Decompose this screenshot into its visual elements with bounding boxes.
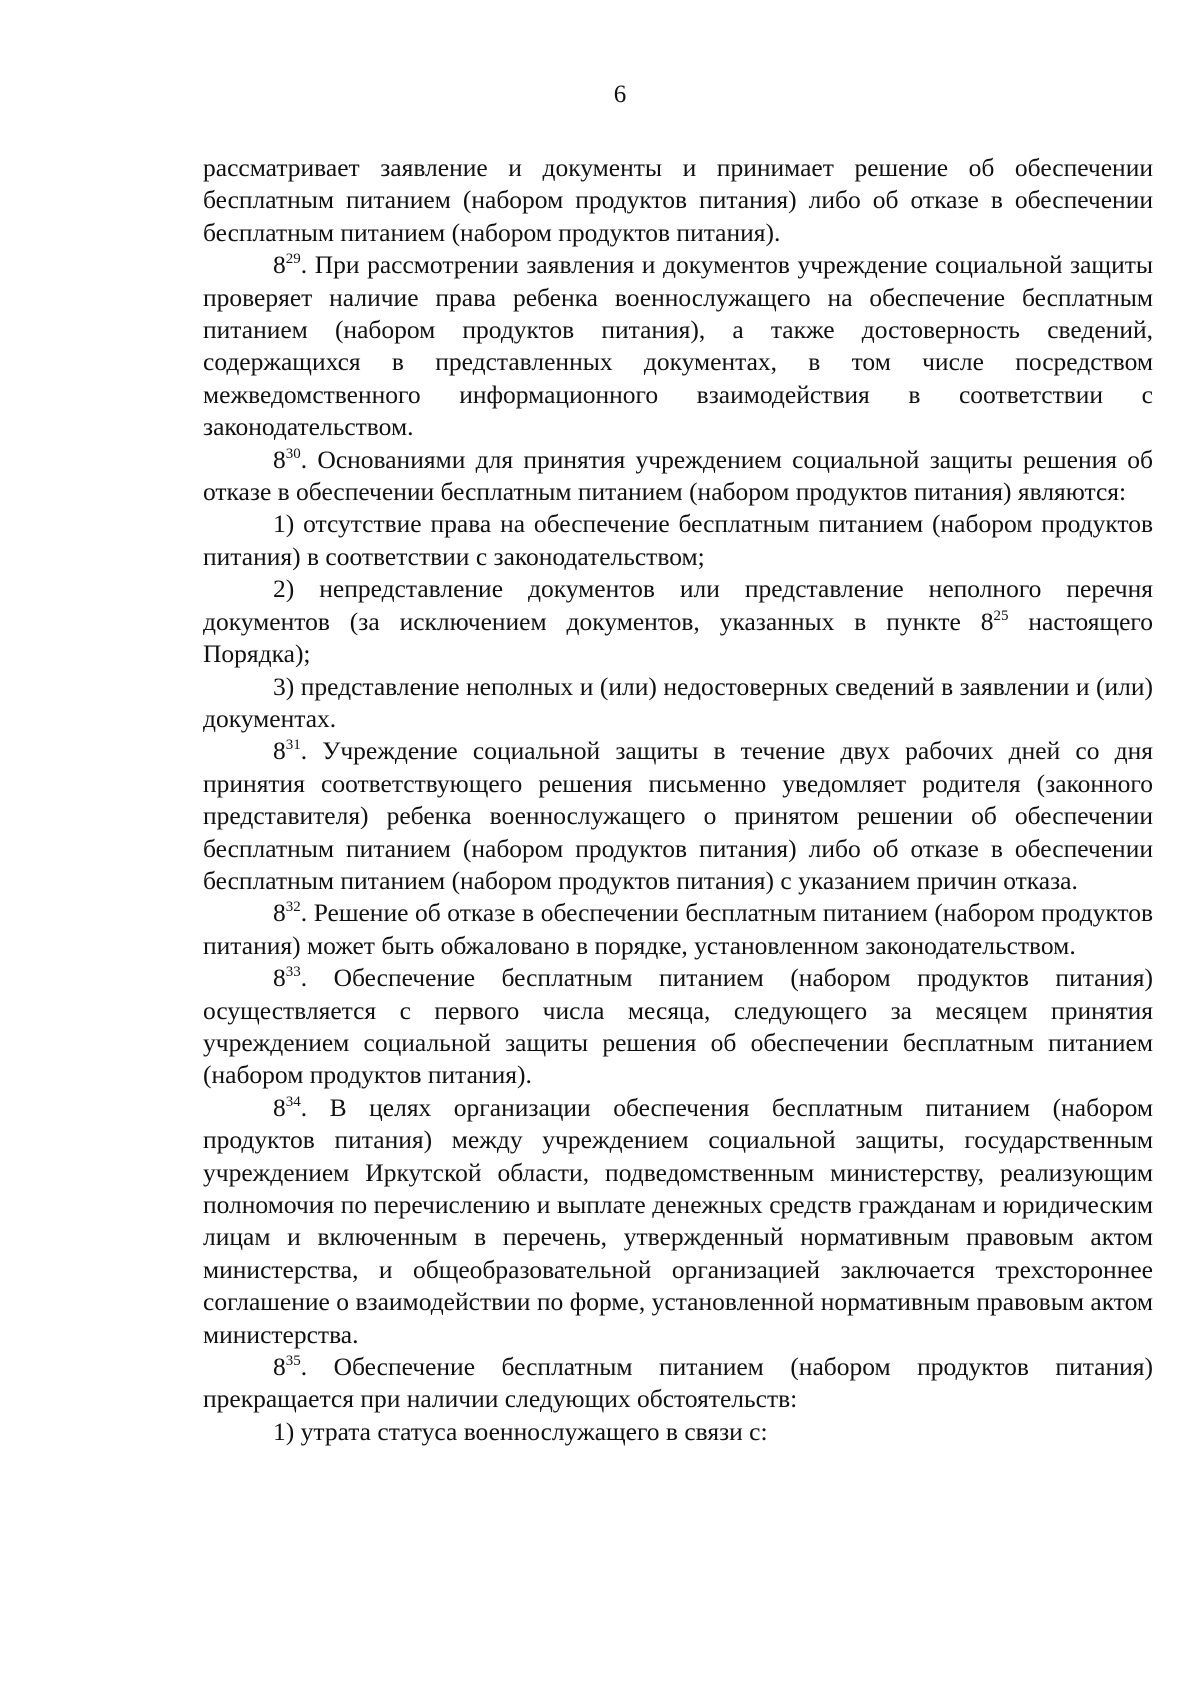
paragraph-text: 2) непредставление документов или представление неполного перечня документов (за исключением документов, указанных в пункте 8 bbox=[203, 574, 1153, 636]
clause-superscript: 29 bbox=[285, 251, 301, 268]
paragraph-text: рассматривает заявление и документы и принимает решение об обеспечении бесплатным питанием (набором продуктов питания) либо об отказе в обеспечении бесплатным питанием (набором продуктов питания). bbox=[203, 153, 1153, 247]
paragraph-text: . Обеспечение бесплатным питанием (набором продуктов питания) прекращается при наличии следующих обстоятельств: bbox=[203, 1352, 1153, 1414]
paragraph-text: . Обеспечение бесплатным питанием (набором продуктов питания) осуществляется с первого числа месяца, следующего за месяцем принятия учреждением социальной защиты решения об обеспечении бесплатным питанием (набором продуктов питания). bbox=[203, 963, 1153, 1090]
clause-superscript: 25 bbox=[993, 607, 1009, 624]
clause-superscript: 31 bbox=[285, 737, 301, 754]
paragraph-text: . При рассмотрении заявления и документов учреждение социальной защиты проверяет наличие права ребенка военнослужащего на обеспечение бесплатным питанием (набором продуктов питания), а также достоверность сведений, содержащихся в представленных документах, в том числе посредством межведомственного информационного взаимодействия в соответствии с законодательством. bbox=[203, 250, 1153, 442]
paragraph-item-8-33: $8^{33}$. Обеспечение бесплатным питанием (набором продуктов питания) осуществляется с первого числа месяца, следующего за месяцем принятия учреждением социальной защиты решения об обеспечении бесплатным питанием (набором продуктов питания). bbox=[203, 963, 1153, 1090]
paragraph-item-8-29: $8^{29}$. При рассмотрении заявления и документов учреждение социальной защиты проверяет наличие права ребенка военнослужащего на обеспечение бесплатным питанием (набором продуктов питания), а также достоверность сведений, содержащихся в представленных документах, в том числе посредством межведомственного информационного взаимодействия в соответствии с законодательством. bbox=[203, 250, 1153, 442]
paragraph-continuation bbox=[203, 152, 1153, 249]
list-item-3 bbox=[203, 671, 1153, 736]
paragraph-text: . В целях организации обеспечения бесплатным питанием (набором продуктов питания) между учреждением социальной защиты, государственным учреждением Иркутской области, подведомственным министерству, реализующим полномочия по перечислению и выплате денежных средств гражданам и юридическим лицам и включенным в перечень, утвержденный нормативным правовым актом министерства, и общеобразовательной организацией заключается трехстороннее соглашение о взаимодействии по форме, установленной нормативным правовым актом министерства. bbox=[203, 1092, 1153, 1349]
paragraph-item-8-35: $8^{35}$. Обеспечение бесплатным питанием (набором продуктов питания) прекращается при наличии следующих обстоятельств: bbox=[203, 1352, 1153, 1414]
list-item-2 bbox=[203, 573, 1153, 670]
paragraph-text: 1) отсутствие права на обеспечение бесплатным питанием (набором продуктов питания) в соответствии с законодательством; bbox=[203, 509, 1153, 571]
paragraph-item-8-30: $8^{30}$. Основаниями для принятия учреждением социальной защиты решения об отказе в обеспечении бесплатным питанием (набором продуктов питания) являются: bbox=[203, 444, 1153, 507]
paragraph-text: . Основаниями для принятия учреждением социальной защиты решения об отказе в обеспечении бесплатным питанием (набором продуктов питания) являются: bbox=[203, 444, 1153, 507]
clause-superscript: 35 bbox=[285, 1353, 301, 1370]
clause-superscript: 34 bbox=[285, 1093, 301, 1110]
paragraph-item-8-32: $8^{32}$. Решение об отказе в обеспечении бесплатным питанием (набором продуктов питания) может быть обжаловано в порядке, установленном законодательством. bbox=[203, 898, 1153, 960]
clause-superscript: 30 bbox=[285, 445, 301, 462]
list-item-1 bbox=[203, 508, 1153, 573]
paragraph-tail: настоящего Порядка); bbox=[203, 606, 1153, 669]
page-number: 6 bbox=[613, 81, 627, 108]
clause-superscript: 33 bbox=[285, 964, 301, 981]
paragraph-item-8-31: $8^{31}$. Учреждение социальной защиты в течение двух рабочих дней со дня принятия соответствующего решения письменно уведомляет родителя (законного представителя) ребенка военнослужащего о принятом решении об обеспечении бесплатным питанием (набором продуктов питания) либо об отказе в обеспечении бесплатным питанием (набором продуктов питания) с указанием причин отказа. bbox=[203, 736, 1153, 895]
document-body bbox=[203, 152, 1153, 1448]
paragraph-item-8-34: $8^{34}$. В целях организации обеспечения бесплатным питанием (набором продуктов питания) между учреждением социальной защиты, государственным учреждением Иркутской области, подведомственным министерству, реализующим полномочия по перечислению и выплате денежных средств гражданам и юридическим лицам и включенным в перечень, утвержденный нормативным правовым актом министерства, и общеобразовательной организацией заключается трехстороннее соглашение о взаимодействии по форме, установленной нормативным правовым актом министерства. bbox=[203, 1092, 1153, 1349]
clause-superscript: 32 bbox=[285, 899, 301, 916]
paragraph-text: 1) утрата статуса военнослужащего в связи с: bbox=[273, 1416, 768, 1446]
paragraph-text: . Решение об отказе в обеспечении бесплатным питанием (набором продуктов питания) может быть обжаловано в порядке, установленном законодательством. bbox=[203, 898, 1153, 960]
paragraph-text: 3) представление неполных и (или) недостоверных сведений в заявлении и (или) документах. bbox=[203, 671, 1153, 733]
paragraph-text: . Учреждение социальной защиты в течение двух рабочих дней со дня принятия соответствующего решения письменно уведомляет родителя (законного представителя) ребенка военнослужащего о принятом решении об обеспечении бесплатным питанием (набором продуктов питания) либо об отказе в обеспечении бесплатным питанием (набором продуктов питания) с указанием причин отказа. bbox=[203, 736, 1153, 895]
list-item-1-status-loss bbox=[203, 1416, 1153, 1448]
